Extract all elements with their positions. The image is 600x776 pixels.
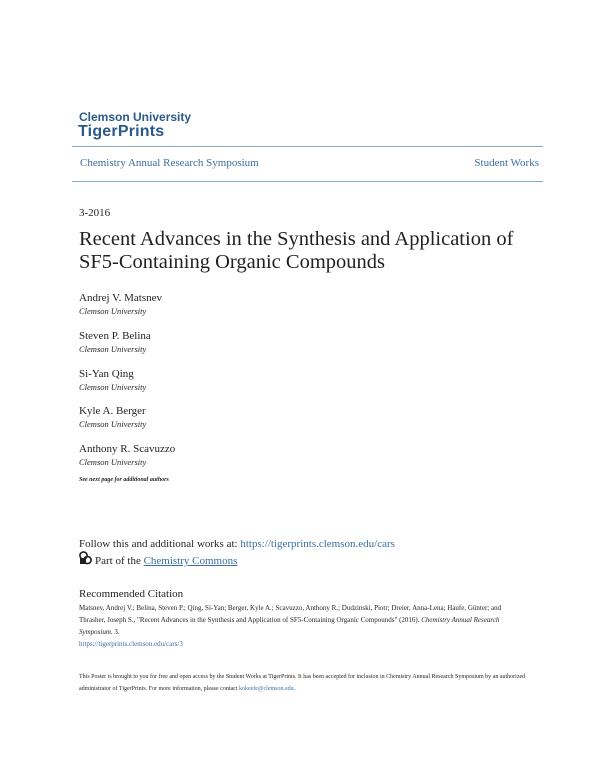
author-institution: Clemson University [79, 382, 147, 392]
citation-url-link[interactable]: https://tigerprints.clemson.edu/cars/3 [79, 640, 183, 648]
footer-end: . [293, 686, 296, 692]
follow-line [79, 538, 395, 550]
citation-end: . 3. [110, 628, 120, 636]
footer-text: This Poster is brought to you for free and open access by the Student Works at TigerPrints. It has been accepted for inclusion in Chemistry Annual Research Symposium by an authorized administrator of TigerPrints. For more information, please contact [79, 674, 526, 692]
citation-text: Matsnev, Andrej V.; Belina, Steven P.; Qing, Si-Yan; Berger, Kyle A.; Scavuzzo, Anthony R.; Dudzinski, Piotr; Dreier, Anna-Lena; Haufe, Günter; and Thrasher, Joseph S., "Recent Advances in the Synthesis and Application of SF5-Containing Organic Compounds" (2016). [79, 604, 502, 624]
collection-url-link[interactable]: https://tigerprints.clemson.edu/cars [240, 538, 395, 550]
document-title: Recent Advances in the Synthesis and Application of SF5-Containing Organic Compounds [79, 228, 514, 273]
author-institution: Clemson University [79, 306, 147, 316]
contact-email-link[interactable]: kokeefe@clemson.edu [238, 686, 294, 692]
author-name: Si-Yan Qing [79, 368, 134, 380]
tigerprints-logo[interactable]: TigerPrints [78, 123, 165, 140]
citation-journal: Chemistry Annual Research Symposium [79, 616, 500, 636]
see-next-page-note: See next page for additional authors [79, 477, 169, 483]
chemistry-commons-link[interactable]: Chemistry Commons [143, 555, 238, 567]
author-name: Andrej V. Matsnev [79, 292, 163, 304]
part-of-line [95, 555, 237, 567]
footer-notice [79, 671, 534, 695]
author-name: Steven P. Belina [79, 330, 151, 342]
author-name: Anthony R. Scavuzzo [79, 443, 176, 455]
follow-text: Follow this and additional works at: [79, 538, 241, 550]
recommended-citation-heading: Recommended Citation [79, 588, 184, 600]
author-institution: Clemson University [79, 457, 147, 467]
student-works-link[interactable]: Student Works [474, 157, 539, 169]
series-link[interactable]: Chemistry Annual Research Symposium [80, 157, 259, 169]
part-of-text: Part of the [95, 555, 144, 567]
series-navbar [72, 146, 543, 182]
author-institution: Clemson University [79, 419, 147, 429]
university-name: Clemson University [79, 110, 192, 124]
citation-block [79, 602, 529, 650]
publication-date: 3-2016 [79, 207, 111, 219]
author-name: Kyle A. Berger [79, 405, 146, 417]
author-institution: Clemson University [79, 344, 147, 354]
open-access-icon [79, 551, 92, 565]
